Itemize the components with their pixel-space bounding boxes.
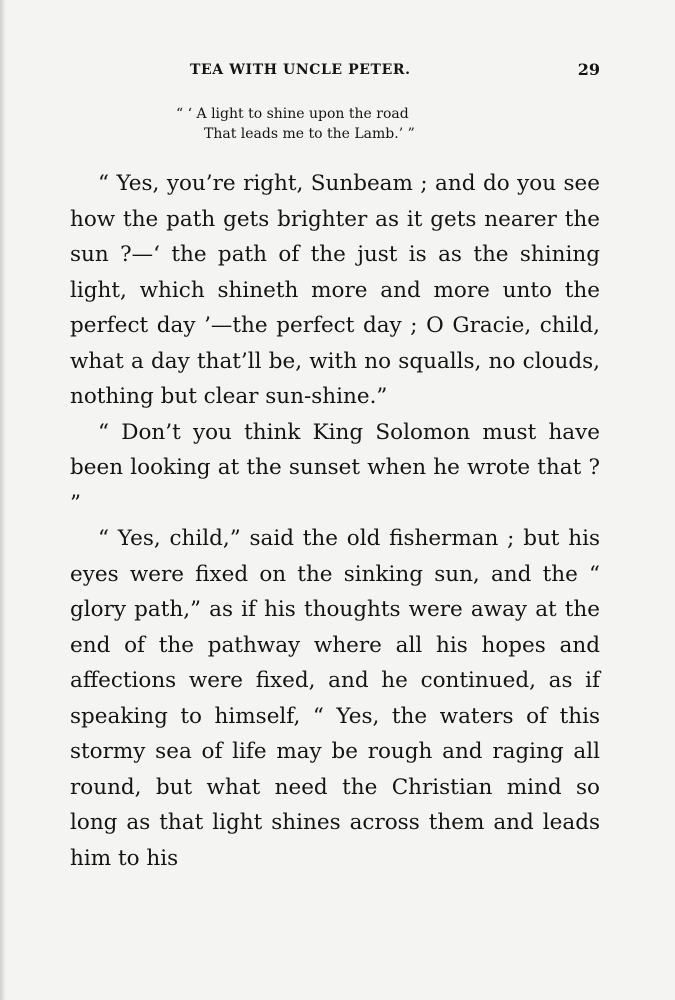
running-title: TEA WITH UNCLE PETER. — [190, 62, 411, 78]
verse-line-2: That leads me to the Lamb.’ ” — [204, 126, 415, 142]
page-number: 29 — [577, 60, 600, 79]
page-binding-edge — [0, 0, 6, 1000]
paragraph-1: “ Yes, you’re right, Sunbeam ; and do you see how the path gets brighter as it gets nearer the sun ?—‘ the path of the just is as the shining light, which shineth more and more unto the perfect day ’—the perfect day ; O Gracie, child, what a day that’ll be, with no squalls, no clouds, nothing but clear sun-shine.” — [70, 171, 600, 409]
paragraph-2: “ Don’t you think King Solomon must have been looking at the sunset when he wrote that ? ” — [70, 419, 600, 516]
running-head — [70, 62, 600, 84]
body-text — [70, 166, 600, 876]
paragraph-3: “ Yes, child,” said the old fisherman ; but his eyes were fixed on the sinking sun, and the “ glory path,” as if his thoughts were away at the end of the pathway where all his hopes and affections were fixed, and he continued, as if speaking to himself, “ Yes, the waters of this stormy sea of life may be rough and raging all round, but what need the Christian mind so long as that light shines across them and leads him to his — [70, 526, 600, 871]
verse-line-1: “ ‘ A light to shine upon the road — [176, 106, 409, 122]
verse-quote — [176, 104, 496, 144]
